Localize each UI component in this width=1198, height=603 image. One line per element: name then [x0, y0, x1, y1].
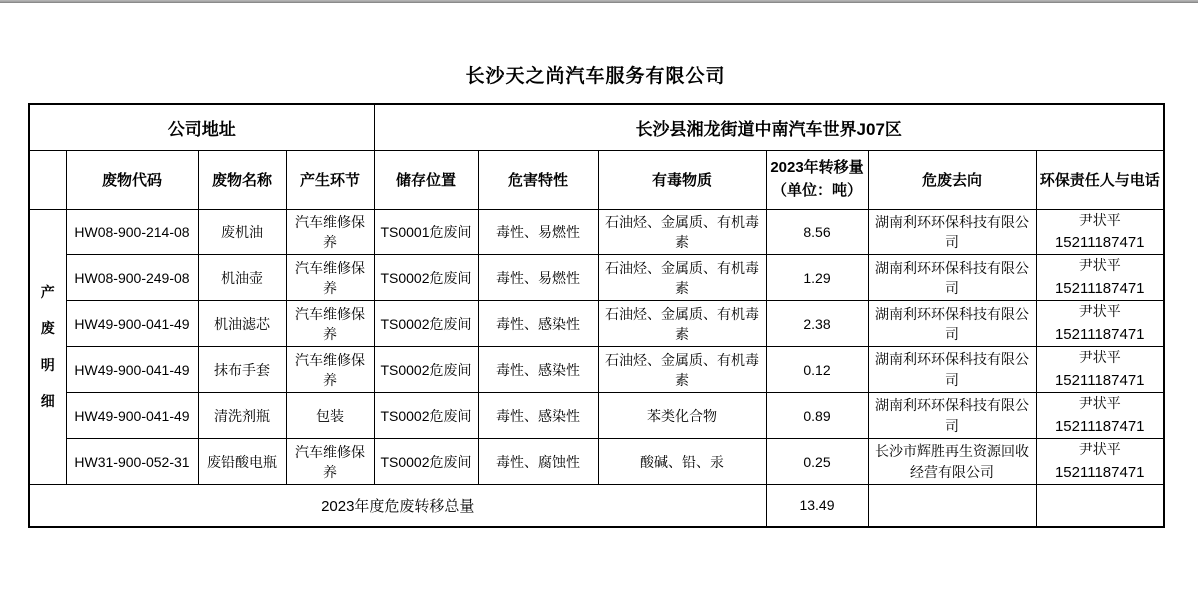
cell-waste-name: 机油滤芯 — [198, 301, 286, 347]
cell-transfer-amount: 0.89 — [766, 393, 868, 439]
cell-toxic-substance: 石油烃、金属质、有机毒素 — [598, 347, 766, 393]
cell-destination: 湖南利环环保科技有限公司 — [868, 255, 1036, 301]
table-row — [29, 393, 1164, 439]
cell-hazard-property: 毒性、感染性 — [478, 393, 598, 439]
cell-waste-code: HW31-900-052-31 — [66, 439, 198, 485]
contact-phone: 15211187471 — [1054, 417, 1145, 435]
col-header-destination: 危废去向 — [868, 150, 1036, 209]
cell-waste-name: 机油壶 — [198, 255, 286, 301]
contact-name: 尹状平 — [1078, 349, 1121, 366]
cell-destination: 湖南利环环保科技有限公司 — [868, 301, 1036, 347]
cell-hazard-property: 毒性、感染性 — [478, 347, 598, 393]
cell-waste-name: 清洗剂瓶 — [198, 393, 286, 439]
cell-waste-name: 抹布手套 — [198, 347, 286, 393]
contact-name: 尹状平 — [1078, 395, 1121, 412]
contact-phone: 15211187471 — [1054, 280, 1145, 298]
cell-storage-location: TS0002危废间 — [374, 301, 478, 347]
table-row — [29, 209, 1164, 255]
cell-storage-location: TS0002危废间 — [374, 255, 478, 301]
cell-generation-stage: 汽车维修保养 — [286, 301, 374, 347]
table-row — [29, 439, 1164, 485]
cell-transfer-amount: 0.25 — [766, 439, 868, 485]
cell-toxic-substance: 石油烃、金属质、有机毒素 — [598, 209, 766, 255]
cell-generation-stage: 汽车维修保养 — [286, 209, 374, 255]
transfer-amount-header-line2: （单位：吨） — [771, 181, 862, 199]
contact-phone: 15211187471 — [1054, 234, 1145, 252]
cell-transfer-amount: 0.12 — [766, 347, 868, 393]
table-row — [29, 301, 1164, 347]
cell-generation-stage: 汽车维修保养 — [286, 255, 374, 301]
side-label-cell — [29, 209, 66, 485]
cell-generation-stage: 汽车维修保养 — [286, 347, 374, 393]
col-header-generation-stage: 产生环节 — [286, 150, 374, 209]
cell-destination: 湖南利环环保科技有限公司 — [868, 209, 1036, 255]
company-title: 长沙天之尚汽车服务有限公司 — [465, 66, 726, 87]
cell-waste-code: HW49-900-041-49 — [66, 393, 198, 439]
cell-destination: 长沙市辉胜再生资源回收经营有限公司 — [868, 439, 1036, 485]
cell-waste-code: HW49-900-041-49 — [66, 301, 198, 347]
column-header-row — [29, 150, 1164, 209]
cell-hazard-property: 毒性、易燃性 — [478, 255, 598, 301]
cell-waste-code: HW08-900-249-08 — [66, 255, 198, 301]
waste-transfer-table — [28, 103, 1165, 528]
cell-storage-location: TS0001危废间 — [374, 209, 478, 255]
cell-storage-location: TS0002危废间 — [374, 347, 478, 393]
empty-destination-cell — [868, 485, 1036, 527]
col-header-hazard-property: 危害特性 — [478, 150, 598, 209]
col-header-toxic-substance: 有毒物质 — [598, 150, 766, 209]
cell-waste-code: HW49-900-041-49 — [66, 347, 198, 393]
cell-generation-stage: 汽车维修保养 — [286, 439, 374, 485]
cell-waste-code: HW08-900-214-08 — [66, 209, 198, 255]
table-row — [29, 255, 1164, 301]
contact-name: 尹状平 — [1078, 441, 1121, 458]
contact-name: 尹状平 — [1078, 303, 1121, 320]
transfer-amount-header-line1: 2023年转移量 — [770, 159, 864, 176]
company-address-value-cell: 长沙县湘龙街道中南汽车世界J07区 — [374, 104, 1164, 150]
cell-storage-location: TS0002危废间 — [374, 439, 478, 485]
contact-name: 尹状平 — [1078, 257, 1121, 274]
side-column-spacer-cell — [29, 150, 66, 209]
cell-destination: 湖南利环环保科技有限公司 — [868, 393, 1036, 439]
col-header-waste-name: 废物名称 — [198, 150, 286, 209]
col-header-waste-code: 废物代码 — [66, 150, 198, 209]
cell-waste-name: 废机油 — [198, 209, 286, 255]
cell-toxic-substance: 苯类化合物 — [598, 393, 766, 439]
cell-transfer-amount: 1.29 — [766, 255, 868, 301]
cell-generation-stage: 包装 — [286, 393, 374, 439]
col-header-transfer-amount — [766, 150, 868, 209]
window-top-edge — [0, 0, 1198, 3]
contact-name: 尹状平 — [1078, 211, 1121, 228]
empty-contact-cell — [1036, 485, 1164, 527]
address-row — [29, 104, 1164, 150]
cell-contact — [1036, 301, 1164, 347]
side-label: 产废明细 — [40, 284, 55, 410]
cell-toxic-substance: 石油烃、金属质、有机毒素 — [598, 301, 766, 347]
contact-phone: 15211187471 — [1054, 372, 1145, 389]
cell-waste-name: 废铅酸电瓶 — [198, 439, 286, 485]
cell-contact — [1036, 209, 1164, 255]
cell-toxic-substance: 石油烃、金属质、有机毒素 — [598, 255, 766, 301]
cell-contact — [1036, 255, 1164, 301]
cell-hazard-property: 毒性、易燃性 — [478, 209, 598, 255]
cell-contact — [1036, 393, 1164, 439]
total-label-cell: 2023年度危废转移总量 — [29, 485, 766, 527]
contact-phone: 15211187471 — [1054, 463, 1145, 481]
cell-contact — [1036, 347, 1164, 393]
cell-contact — [1036, 439, 1164, 485]
contact-phone: 15211187471 — [1054, 326, 1145, 344]
col-header-storage-location: 储存位置 — [374, 150, 478, 209]
total-row — [29, 485, 1164, 527]
cell-transfer-amount: 2.38 — [766, 301, 868, 347]
cell-storage-location: TS0002危废间 — [374, 393, 478, 439]
cell-destination: 湖南利环环保科技有限公司 — [868, 347, 1036, 393]
cell-transfer-amount: 8.56 — [766, 209, 868, 255]
cell-hazard-property: 毒性、感染性 — [478, 301, 598, 347]
col-header-contact: 环保责任人与电话 — [1036, 150, 1164, 209]
cell-hazard-property: 毒性、腐蚀性 — [478, 439, 598, 485]
total-amount-cell: 13.49 — [766, 485, 868, 527]
company-address-label-cell: 公司地址 — [29, 104, 374, 150]
cell-toxic-substance: 酸碱、铅、汞 — [598, 439, 766, 485]
table-row — [29, 347, 1164, 393]
